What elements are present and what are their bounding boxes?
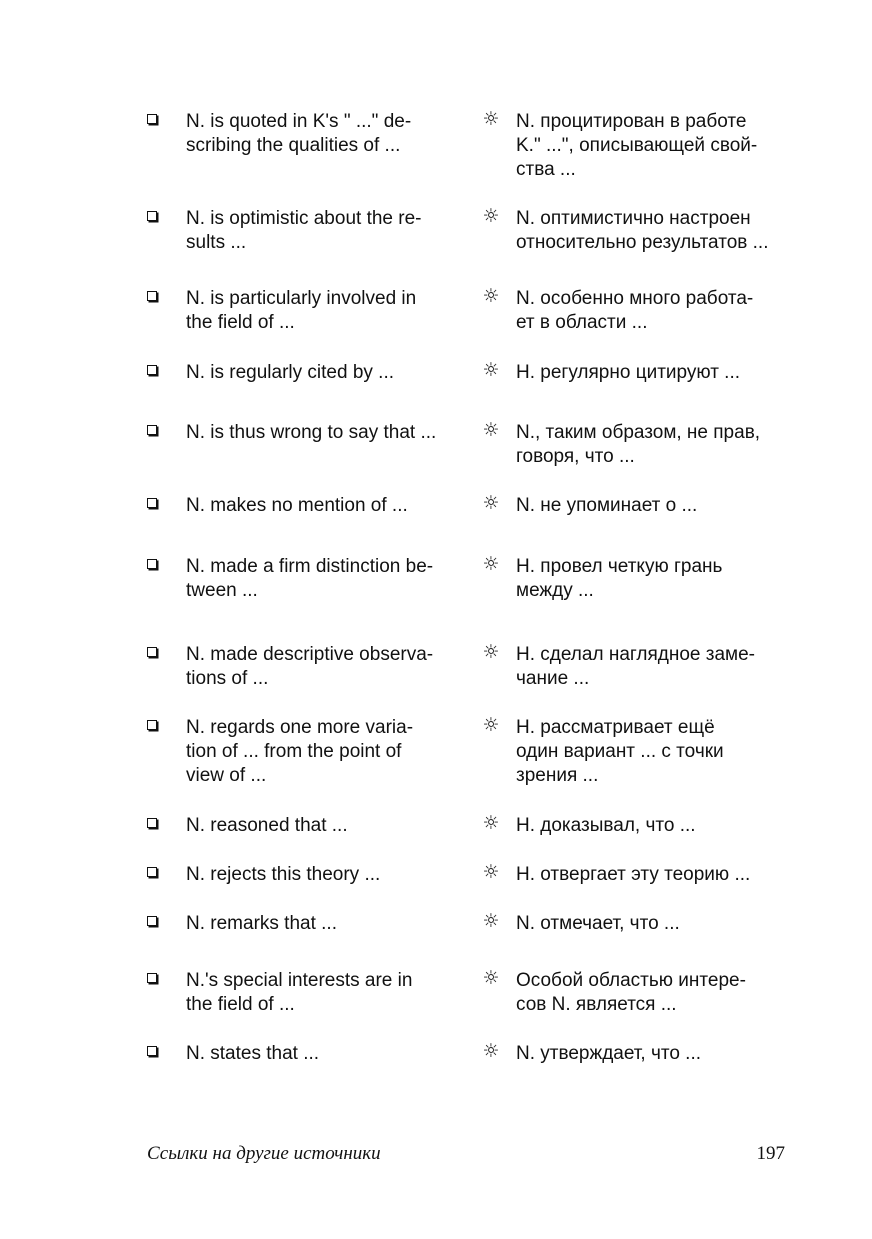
sun-icon: ☼ — [482, 641, 500, 663]
sun-icon: ☼ — [482, 1040, 500, 1062]
sun-icon: ☼ — [482, 108, 500, 130]
english-phrase: N.'s special interests are in the field of ... — [186, 970, 413, 1015]
russian-translation: N. не упоминает о ... — [516, 495, 698, 516]
english-phrase: N. made descriptive observa- tions of ... — [186, 644, 434, 689]
checkbox-icon — [147, 818, 157, 828]
russian-translation: N. процитирован в работе K." ...", описывающей свой- ства ... — [516, 111, 758, 180]
english-phrase: N. rejects this theory ... — [186, 864, 381, 885]
english-phrase: N. is thus wrong to say that ... — [186, 422, 437, 443]
russian-translation: N. отмечает, что ... — [516, 913, 680, 934]
checkbox-icon — [147, 1046, 157, 1056]
sun-icon: ☼ — [482, 812, 500, 834]
english-phrase: N. reasoned that ... — [186, 815, 348, 836]
english-phrase: N. remarks that ... — [186, 913, 337, 934]
russian-translation: N. утверждает, что ... — [516, 1043, 702, 1064]
checkbox-icon — [147, 498, 157, 508]
russian-translation: N. оптимистично настроен относительно результатов ... — [516, 208, 769, 253]
english-phrase: N. regards one more varia- tion of ... from the point of view of ... — [186, 717, 414, 786]
russian-translation: Н. доказывал, что ... — [516, 815, 696, 836]
checkbox-icon — [147, 647, 157, 657]
sun-icon: ☼ — [482, 359, 500, 381]
russian-translation: Н. провел четкую грань между ... — [516, 556, 723, 601]
sun-icon: ☼ — [482, 714, 500, 736]
checkbox-icon — [147, 559, 157, 569]
english-phrase: N. states that ... — [186, 1043, 320, 1064]
english-phrase: N. is quoted in K's " ..." de- scribing the qualities of ... — [186, 111, 412, 156]
sun-icon: ☼ — [482, 861, 500, 883]
sun-icon: ☼ — [482, 910, 500, 932]
russian-translation: N. особенно много работа- ет в области ... — [516, 288, 754, 333]
checkbox-icon — [147, 291, 157, 301]
checkbox-icon — [147, 916, 157, 926]
running-footer-title: Ссылки на другие источники — [147, 1143, 381, 1164]
checkbox-icon — [147, 211, 157, 221]
sun-icon: ☼ — [482, 285, 500, 307]
english-phrase: N. made a firm distinction be- tween ... — [186, 556, 434, 601]
sun-icon: ☼ — [482, 492, 500, 514]
russian-translation: N., таким образом, не прав, говоря, что ... — [516, 422, 761, 467]
checkbox-icon — [147, 114, 157, 124]
checkbox-icon — [147, 425, 157, 435]
checkbox-icon — [147, 867, 157, 877]
english-phrase: N. makes no mention of ... — [186, 495, 408, 516]
sun-icon: ☼ — [482, 553, 500, 575]
sun-icon: ☼ — [482, 205, 500, 227]
checkbox-icon — [147, 365, 157, 375]
page-number: 197 — [756, 1143, 785, 1164]
russian-translation: Н. сделал наглядное заме- чание ... — [516, 644, 755, 689]
english-phrase: N. is optimistic about the re- sults ... — [186, 208, 422, 253]
english-phrase: N. is particularly involved in the field of ... — [186, 288, 417, 333]
russian-translation: Н. регулярно цитируют ... — [516, 362, 741, 383]
sun-icon: ☼ — [482, 967, 500, 989]
sun-icon: ☼ — [482, 419, 500, 441]
russian-translation: Н. рассматривает ещё один вариант ... с точки зрения ... — [516, 717, 724, 786]
english-phrase: N. is regularly cited by ... — [186, 362, 395, 383]
checkbox-icon — [147, 973, 157, 983]
checkbox-icon — [147, 720, 157, 730]
russian-translation: Н. отвергает эту теорию ... — [516, 864, 751, 885]
russian-translation: Особой областью интере- сов N. является ... — [516, 970, 746, 1015]
